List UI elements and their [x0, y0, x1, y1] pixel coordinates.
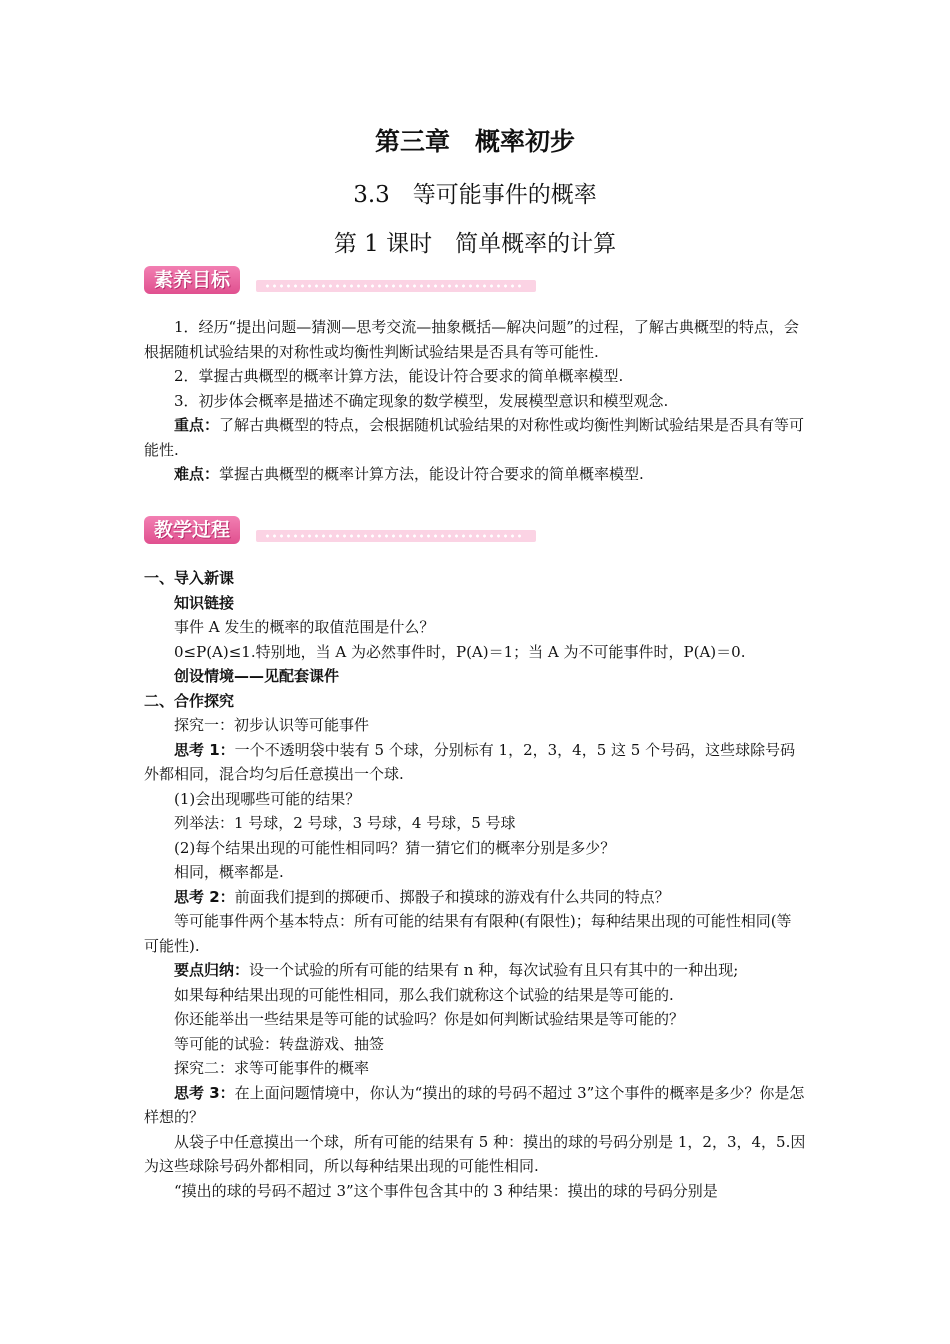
key-point-text: 了解古典概型的特点，会根据随机试验结果的对称性或均衡性判断试验结果是否具有等可能性. [144, 416, 805, 459]
think-3 [144, 1081, 806, 1130]
question-0: 事件 A 发生的概率的取值范围是什么？ [174, 618, 435, 636]
knowledge-link-heading: 知识链接 [174, 593, 235, 612]
think-3-label: 思考 3： [174, 1083, 235, 1102]
think-2-text: 前面我们提到的掷硬币、掷骰子和摸球的游戏有什么共同的特点？ [234, 887, 670, 906]
banner-dots [264, 284, 524, 288]
think-2 [144, 885, 806, 910]
explore-1-heading: 探究一：初步认识等可能事件 [174, 716, 370, 734]
difficult-point-label: 难点： [174, 465, 220, 483]
think-1-label: 思考 1： [174, 740, 235, 759]
summary-label: 要点归纳： [174, 961, 250, 979]
key-point-label: 重点： [174, 416, 220, 434]
chapter-title: 第三章 概率初步 [374, 127, 575, 156]
process-banner-label: 教学过程 [144, 516, 240, 544]
explore-2-heading: 探究二：求等可能事件的概率 [174, 1059, 370, 1077]
goals-banner-label: 素养目标 [144, 266, 240, 294]
question-4: 你还能举出一些结果是等可能的试验吗？你是如何判断试验结果是等可能的？ [174, 1010, 685, 1028]
summary [144, 958, 806, 983]
process-banner [144, 516, 536, 546]
answer-5: 从袋子中任意摸出一个球，所有可能的结果有 5 种：摸出的球的号码分别是 1，2，3，4，5.因为这些球除号码外都相同，所以每种结果出现的可能性相同. [144, 1132, 806, 1175]
scenario-heading: 创设情境——见配套课件 [174, 667, 340, 685]
goal-3: 3．初步体会概率是描述不确定现象的数学模型，发展模型意识和模型观念. [174, 391, 669, 410]
lesson-title: 第 1 课时 简单概率的计算 [333, 231, 617, 257]
think-1 [144, 738, 806, 787]
question-2: (2)每个结果出现的可能性相同吗？猜一猜它们的概率分别是多少？ [174, 838, 616, 857]
process-section [144, 566, 806, 1203]
answer-6: “摸出的球的号码不超过 3”这个事件包含其中的 3 种结果：摸出的球的号码分别是 [174, 1181, 718, 1200]
think-3-text: 在上面问题情境中，你认为“摸出的球的号码不超过 3”这个事件的概率是多少？你是怎样想的？ [144, 1083, 805, 1126]
answer-0: 0≤P(A)≤1.特别地，当 A 为必然事件时，P(A)＝1；当 A 为不可能事件时，P(A)＝0. [174, 642, 746, 661]
answer-2: 相同，概率都是. [174, 863, 284, 881]
summary-text-1: 设一个试验的所有可能的结果有 n 种，每次试验有且只有其中的一种出现; [249, 961, 739, 979]
goal-2: 2．掌握古典概型的概率计算方法，能设计符合要求的简单概率模型. [174, 367, 624, 385]
difficult-point-text: 掌握古典概型的概率计算方法，能设计符合要求的简单概率模型. [219, 465, 644, 483]
banner-dots [264, 534, 524, 538]
summary-text-2: 如果每种结果出现的可能性相同，那么我们就称这个试验的结果是等可能的. [174, 985, 674, 1004]
goal-1: 1．经历“提出问题—猜测—思考交流—抽象概括—解决问题”的过程，了解古典概型的特点，会根据随机试验结果的对称性或均衡性判断试验结果是否具有等可能性. [144, 318, 799, 361]
difficult-point [144, 462, 806, 487]
answer-4: 等可能的试验：转盘游戏、抽签 [174, 1034, 385, 1053]
goals-banner [144, 266, 536, 296]
think-2-label: 思考 2： [174, 887, 235, 906]
think-1-text: 一个不透明袋中装有 5 个球，分别标有 1，2，3，4，5 这 5 个号码，这些球除号码外都相同，混合均匀后任意摸出一个球. [144, 740, 796, 783]
section-heading-intro: 一、导入新课 [144, 569, 235, 587]
section-heading-explore: 二、合作探究 [144, 691, 235, 710]
goals-section [144, 315, 806, 487]
key-point [144, 413, 806, 462]
answer-3: 等可能事件两个基本特点：所有可能的结果有有限种(有限性)；每种结果出现的可能性相同(等可能性). [144, 912, 792, 955]
question-1: (1)会出现哪些可能的结果？ [174, 789, 361, 808]
section-title: 3.3 等可能事件的概率 [353, 182, 597, 208]
answer-1: 列举法：1 号球，2 号球，3 号球，4 号球，5 号球 [174, 814, 516, 832]
